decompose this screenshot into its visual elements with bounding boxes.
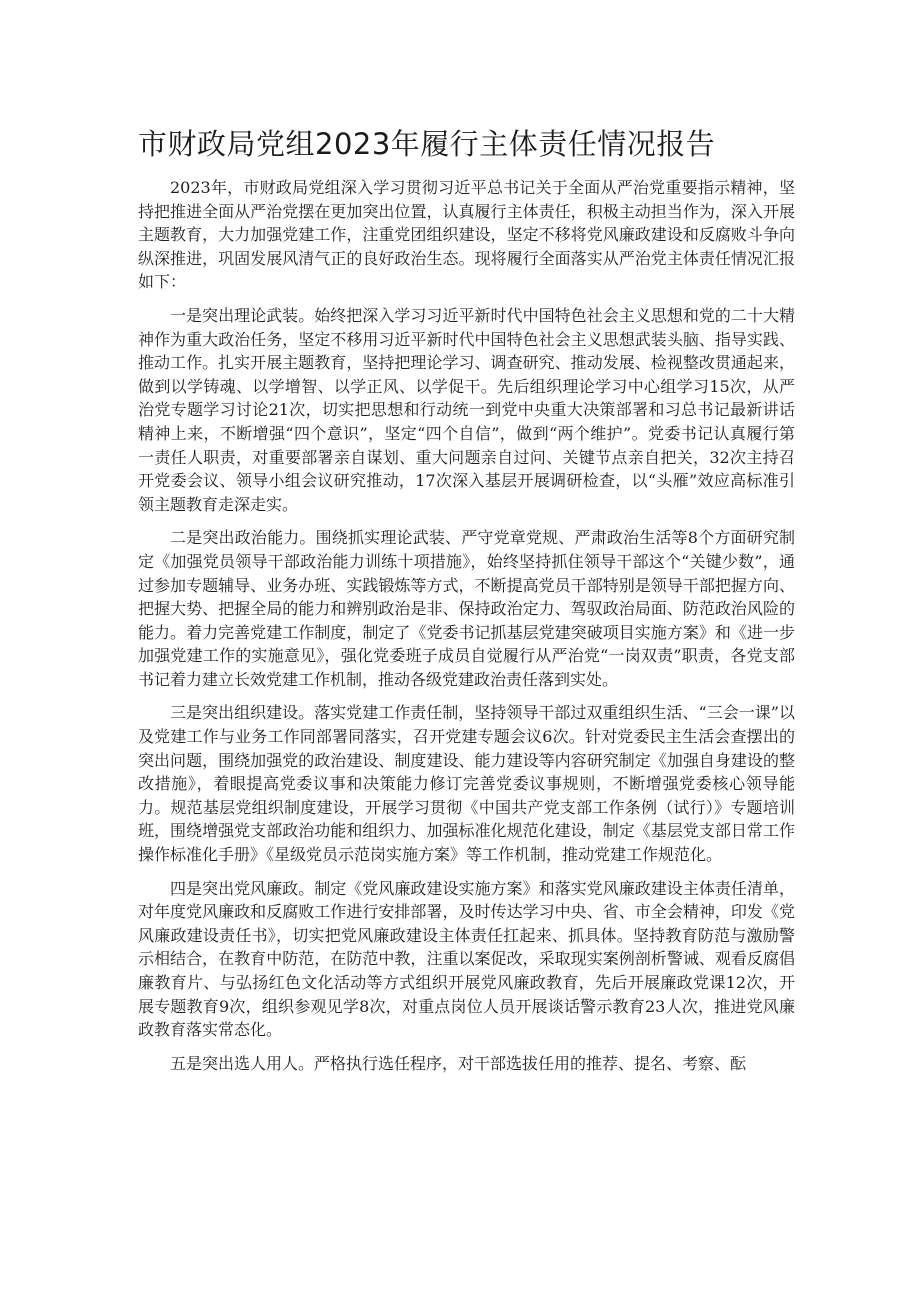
paragraph-organization: 三是突出组织建设。落实党建工作责任制，坚持领导干部过双重组织生活、“三会一课”以及党建工作与业务工作同部署同落实，召开党建专题会议6次。针对党委民主生活会查摆出的突出问题，围绕加强党的政治建设、制度建设、能力建设等内容研究制定《加强自身建设的整改措施》，着眼提高党委议事和决策能力修订完善党委议事规则，不断增强党委核心领导能力。规范基层党组织制度建设，开展学习贯彻《中国共产党支部工作条例（试行）》专题培训班，围绕增强党支部政治功能和组织力、加强标准化规范化建设，制定《基层党支部日常工作操作标准化手册》《星级党员示范岗实施方案》等工作机制，推动党建工作规范化。 xyxy=(138,703,795,865)
paragraph-theory: 一是突出理论武装。始终把深入学习习近平新时代中国特色社会主义思想和党的二十大精神作为重大政治任务，坚定不移用习近平新时代中国特色社会主义思想武装头脑、指导实践、推动工作。扎实开展主题教育，坚持把理论学习、调查研究、推动发展、检视整改贯通起来，做到以学铸魂、以学增智、以学正风、以学促干。先后组织理论学习中心组学习15次，从严治党专题学习讨论21次，切实把思想和行动统一到党中央重大决策部署和习总书记最新讲话精神上来，不断增强“四个意识”，坚定“四个自信”，做到“两个维护”。党委书记认真履行第一责任人职责，对重要部署亲自谋划、重大问题亲自过问、关键节点亲自把关，32次主持召开党委会议、领导小组会议研究推动，17次深入基层开展调研检查，以“头雁”效应高标准引领主题教育走深走实。 xyxy=(138,305,795,514)
intro-paragraph: 2023年，市财政局党组深入学习贯彻习近平总书记关于全面从严治党重要指示精神，坚持把推进全面从严治党摆在更加突出位置，认真履行主体责任，积极主动担当作为，深入开展主题教育，大力加强党建工作，注重党团组织建设，坚定不移将党风廉政建设和反腐败斗争向纵深推进，巩固发展风清气正的良好政治生态。现将履行全面落实从严治党主体责任情况汇报如下： xyxy=(138,178,795,292)
paragraph-political-ability: 二是突出政治能力。围绕抓实理论武装、严守党章党规、严肃政治生活等8个方面研究制定《加强党员领导干部政治能力训练十项措施》，始终坚持抓住领导干部这个“关键少数”，通过参加专题辅导、业务办班、实践锻炼等方式，不断提高党员干部特别是领导干部把握方向、把握大势、把握全局的能力和辨别政治是非、保持政治定力、驾驭政治局面、防范政治风险的能力。着力完善党建工作制度，制定了《党委书记抓基层党建突破项目实施方案》和《进一步加强党建工作的实施意见》，强化党委班子成员自觉履行从严治党“一岗双责”职责，各党支部书记着力建立长效党建工作机制，推动各级党建政治责任落到实处。 xyxy=(138,528,795,689)
paragraph-integrity: 四是突出党风廉政。制定《党风廉政建设实施方案》和落实党风廉政建设主体责任清单，对年度党风廉政和反腐败工作进行安排部署，及时传达学习中央、省、市全会精神，印发《党风廉政建设责任书》，切实把党风廉政建设主体责任扛起来、抓具体。坚持教育防范与激励警示相结合，在教育中防范，在防范中教，注重以案促改，采取现实案例剖析警诫、观看反腐倡廉教育片、与弘扬红色文化活动等方式组织开展党风廉政教育，先后开展廉政党课12次，开展专题教育9次，组织参观见学8次，对重点岗位人员开展谈话警示教育23人次，推进党风廉政教育落实常态化。 xyxy=(138,878,795,1040)
document-body xyxy=(138,176,795,1085)
document-title: 市财政局党组2023年履行主体责任情况报告 xyxy=(138,127,716,161)
paragraph-personnel: 五是突出选人用人。严格执行选任程序，对干部选拔任用的推荐、提名、考察、酝 xyxy=(170,1053,747,1073)
